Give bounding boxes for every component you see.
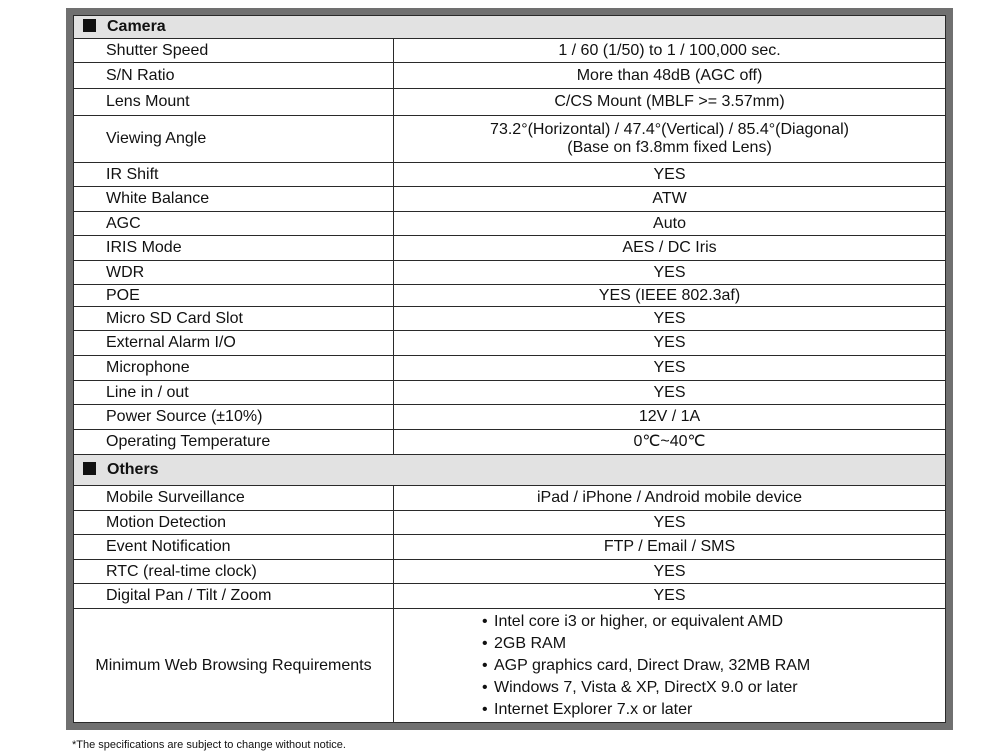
- spec-value: YES: [394, 584, 946, 609]
- list-item-text: Windows 7, Vista & XP, DirectX 9.0 or later: [494, 678, 798, 696]
- table-row: [74, 89, 946, 116]
- table-row: [74, 356, 946, 381]
- list-item: [482, 633, 945, 655]
- list-item: [482, 699, 945, 721]
- table-row: [74, 163, 946, 187]
- table-row: [74, 584, 946, 609]
- bullet-icon: •: [482, 678, 488, 696]
- spec-label: Digital Pan / Tilt / Zoom: [74, 584, 394, 609]
- spec-value: 0℃~40℃: [394, 430, 946, 455]
- list-item-text: Intel core i3 or higher, or equivalent AMD: [494, 612, 784, 630]
- spec-label: IRIS Mode: [74, 236, 394, 261]
- spec-value: [394, 116, 946, 163]
- spec-label: Viewing Angle: [74, 116, 394, 163]
- spec-value: YES (IEEE 802.3af): [394, 285, 946, 307]
- section-header-others: [74, 455, 946, 486]
- table-row: [74, 486, 946, 511]
- spec-value: 12V / 1A: [394, 405, 946, 430]
- table-row: [74, 405, 946, 430]
- spec-value: YES: [394, 307, 946, 331]
- bullet-icon: •: [482, 700, 488, 718]
- spec-value: AES / DC Iris: [394, 236, 946, 261]
- footnote: *The specifications are subject to change without notice.: [72, 739, 346, 751]
- spec-sheet: [66, 8, 953, 730]
- spec-label: Power Source (±10%): [74, 405, 394, 430]
- spec-label: AGC: [74, 212, 394, 236]
- square-bullet-icon: [83, 462, 96, 475]
- table-row: [74, 212, 946, 236]
- table-row: [74, 560, 946, 584]
- spec-label: WDR: [74, 261, 394, 285]
- spec-label: POE: [74, 285, 394, 307]
- spec-label: Microphone: [74, 356, 394, 381]
- spec-value: YES: [394, 511, 946, 535]
- table-row: [74, 331, 946, 356]
- spec-value: YES: [394, 356, 946, 381]
- spec-label: Shutter Speed: [74, 39, 394, 63]
- spec-label: Motion Detection: [74, 511, 394, 535]
- bullet-icon: •: [482, 634, 488, 652]
- spec-value: iPad / iPhone / Android mobile device: [394, 486, 946, 511]
- list-item-text: 2GB RAM: [494, 634, 567, 652]
- spec-value: C/CS Mount (MBLF >= 3.57mm): [394, 89, 946, 116]
- spec-value: FTP / Email / SMS: [394, 535, 946, 560]
- spec-label: Event Notification: [74, 535, 394, 560]
- list-item-text: Internet Explorer 7.x or later: [494, 700, 693, 718]
- table-row: [74, 511, 946, 535]
- table-row: [74, 430, 946, 455]
- spec-label: IR Shift: [74, 163, 394, 187]
- list-item-text: AGP graphics card, Direct Draw, 32MB RAM: [494, 656, 811, 674]
- table-row: [74, 609, 946, 723]
- spec-value: YES: [394, 261, 946, 285]
- table-row: [74, 116, 946, 163]
- spec-label: Minimum Web Browsing Requirements: [74, 609, 394, 723]
- requirements-list-cell: [394, 609, 946, 723]
- table-row: [74, 63, 946, 89]
- table-row: [74, 236, 946, 261]
- spec-value: Auto: [394, 212, 946, 236]
- spec-label: Lens Mount: [74, 89, 394, 116]
- list-item: [482, 677, 945, 699]
- spec-value: YES: [394, 331, 946, 356]
- section-title: Others: [107, 461, 159, 478]
- square-bullet-icon: [83, 19, 96, 32]
- spec-value: YES: [394, 163, 946, 187]
- table-row: [74, 187, 946, 212]
- spec-label: RTC (real-time clock): [74, 560, 394, 584]
- spec-label: Mobile Surveillance: [74, 486, 394, 511]
- bullet-icon: •: [482, 612, 488, 630]
- list-item: [482, 611, 945, 633]
- spec-label: S/N Ratio: [74, 63, 394, 89]
- table-row: [74, 307, 946, 331]
- table-row: [74, 381, 946, 405]
- spec-value: More than 48dB (AGC off): [394, 63, 946, 89]
- table-row: [74, 535, 946, 560]
- spec-value: 1 / 60 (1/50) to 1 / 100,000 sec.: [394, 39, 946, 63]
- spec-label: Micro SD Card Slot: [74, 307, 394, 331]
- spec-table: [73, 15, 946, 723]
- table-row: [74, 261, 946, 285]
- table-row: [74, 285, 946, 307]
- spec-label: Line in / out: [74, 381, 394, 405]
- spec-label: White Balance: [74, 187, 394, 212]
- spec-label: Operating Temperature: [74, 430, 394, 455]
- spec-label: External Alarm I/O: [74, 331, 394, 356]
- spec-value: YES: [394, 381, 946, 405]
- value-line: 73.2°(Horizontal) / 47.4°(Vertical) / 85.4°(Diagonal): [490, 121, 849, 138]
- spec-value: ATW: [394, 187, 946, 212]
- requirements-list: [394, 611, 945, 721]
- value-line: (Base on f3.8mm fixed Lens): [567, 139, 772, 156]
- list-item: [482, 655, 945, 677]
- section-title: Camera: [107, 18, 166, 35]
- section-header-camera: [74, 16, 946, 39]
- table-row: [74, 39, 946, 63]
- bullet-icon: •: [482, 656, 488, 674]
- spec-value: YES: [394, 560, 946, 584]
